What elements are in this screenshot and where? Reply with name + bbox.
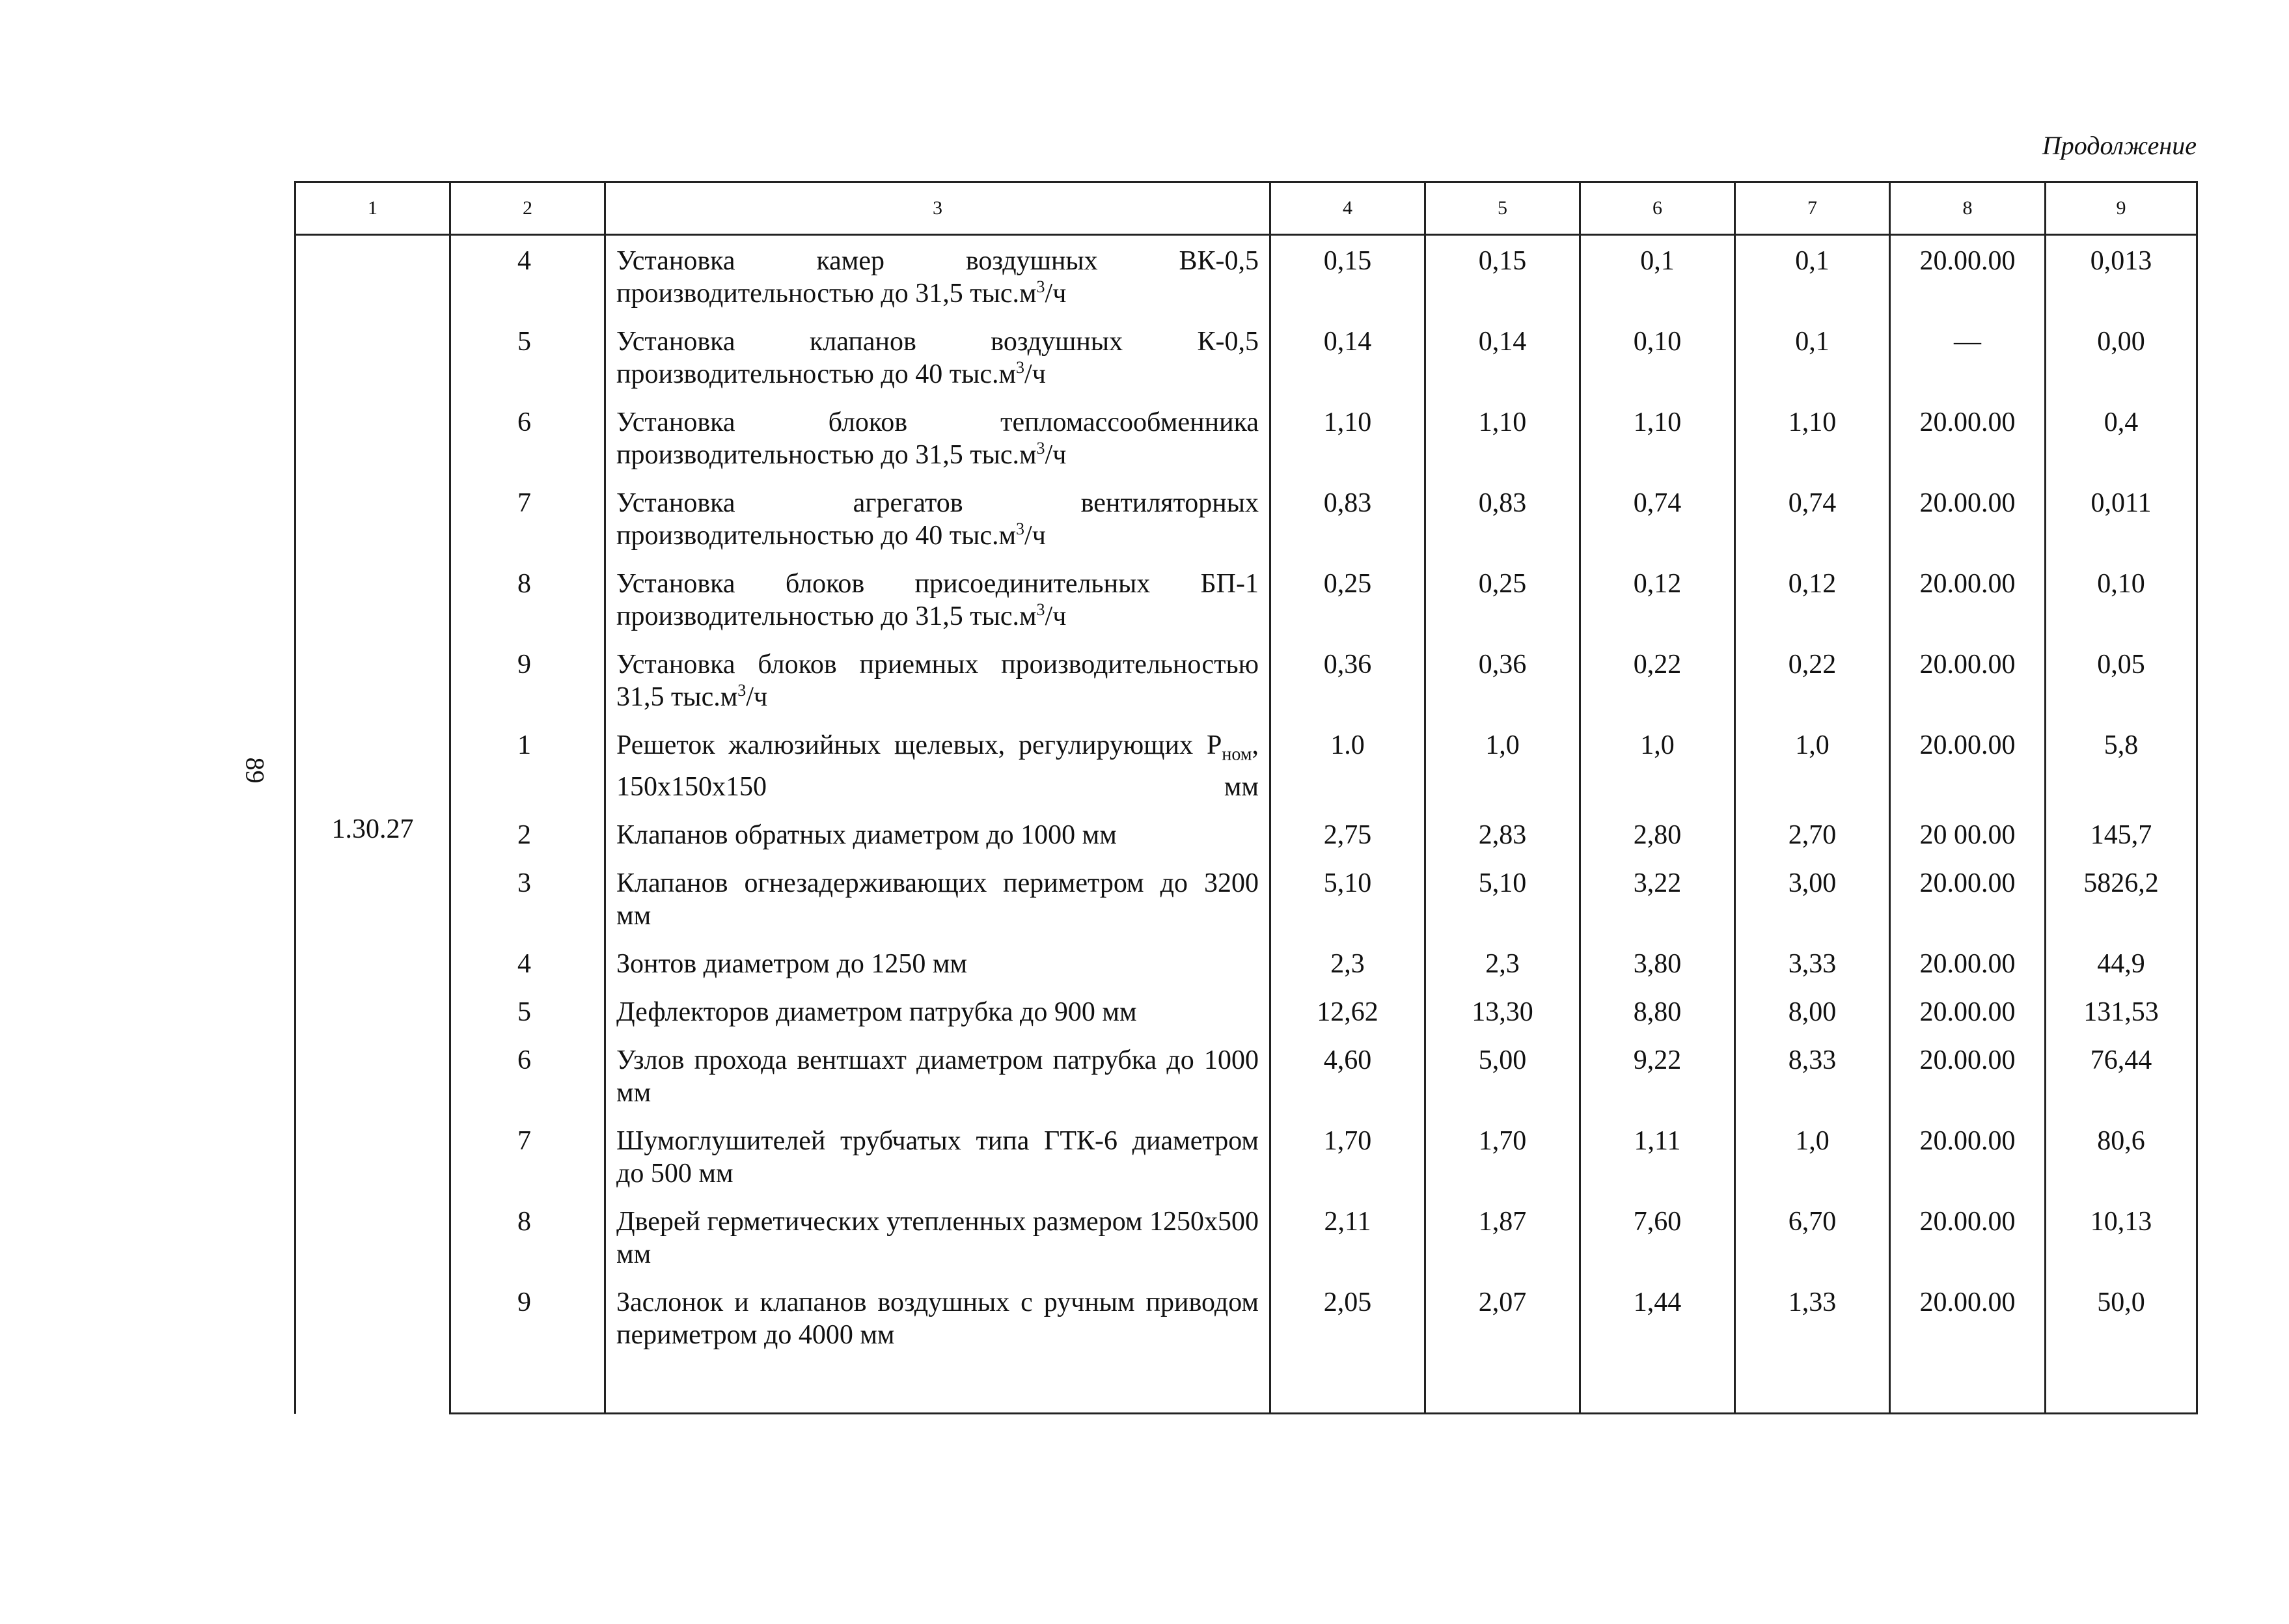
value-cell-c7: 1,0 (1735, 1125, 1890, 1205)
description-text: Установка блоков тепломассообменника производительностью до 31,5 $тыс.м^3/ч$ (616, 407, 1259, 470)
value-cell-c4: 0,15 (1270, 235, 1425, 326)
description-text: Установка блоков приемных производительностью 31,5 $тыс.м^3/ч$ (616, 650, 1259, 712)
value-cell-c4: 1.0 (1270, 729, 1425, 819)
spacer-cell (1890, 1367, 2046, 1414)
value-cell-c5: 1,87 (1425, 1205, 1580, 1286)
value-cell-c5: 2,07 (1425, 1286, 1580, 1367)
table-row (295, 996, 2197, 1044)
group-code-cell: 1.30.27 (295, 235, 450, 1414)
value-cell-c9: 0,10 (2046, 568, 2197, 648)
continuation-label: Продолжение (2042, 131, 2197, 160)
row-number-cell: 7 (450, 1125, 605, 1205)
table-row (295, 235, 2197, 326)
table-row (295, 729, 2197, 819)
value-cell-c7: 6,70 (1735, 1205, 1890, 1286)
value-cell-c6: 0,12 (1580, 568, 1735, 648)
row-number-cell: 2 (450, 819, 605, 867)
value-cell-c6: 7,60 (1580, 1205, 1735, 1286)
value-cell-c6: 1,10 (1580, 406, 1735, 487)
value-cell-c6: 2,80 (1580, 819, 1735, 867)
table-row (295, 1286, 2197, 1367)
value-cell-c5: 1,70 (1425, 1125, 1580, 1205)
table-row (295, 406, 2197, 487)
value-cell-c8: 20.00.00 (1890, 729, 2046, 819)
value-cell-c5: 1,10 (1425, 406, 1580, 487)
row-number-cell: 8 (450, 1205, 605, 1286)
value-cell-c7: 1,33 (1735, 1286, 1890, 1367)
value-cell-c7: 0,22 (1735, 648, 1890, 729)
value-cell-c5: 5,10 (1425, 867, 1580, 948)
column-header-7: 7 (1735, 182, 1890, 235)
value-cell-c8: 20.00.00 (1890, 1044, 2046, 1125)
value-cell-c8: 20.00.00 (1890, 1205, 2046, 1286)
page-number: 89 (240, 757, 270, 784)
table-row (295, 1205, 2197, 1286)
table-header (295, 182, 2197, 235)
norms-table (294, 181, 2198, 1414)
value-cell-c7: 8,33 (1735, 1044, 1890, 1125)
value-cell-c7: 0,74 (1735, 487, 1890, 568)
value-cell-c5: 5,00 (1425, 1044, 1580, 1125)
description-cell (605, 406, 1270, 487)
description-text: Установка камер воздушных ВК-0,5 производительностью до 31,5 $тыс.м^3/ч$ (616, 246, 1259, 309)
table-row (295, 568, 2197, 648)
description-cell (605, 325, 1270, 406)
table-row (295, 325, 2197, 406)
value-cell-c4: 2,05 (1270, 1286, 1425, 1367)
description-cell (605, 867, 1270, 948)
row-number-cell: 7 (450, 487, 605, 568)
value-cell-c8: 20.00.00 (1890, 406, 2046, 487)
value-cell-c6: 0,22 (1580, 648, 1735, 729)
value-cell-c9: 145,7 (2046, 819, 2197, 867)
row-number-cell: 5 (450, 325, 605, 406)
row-number-cell: 9 (450, 1286, 605, 1367)
description-text: Установка блоков присоединительных БП-1 производительностью до 31,5 $тыс.м^3/ч$ (616, 569, 1259, 631)
value-cell-c5: 0,25 (1425, 568, 1580, 648)
value-cell-c5: 0,14 (1425, 325, 1580, 406)
value-cell-c4: 0,83 (1270, 487, 1425, 568)
value-cell-c5: 13,30 (1425, 996, 1580, 1044)
value-cell-c8: 20.00.00 (1890, 235, 2046, 326)
description-cell (605, 648, 1270, 729)
description-text: Шумоглушителей трубчатых типа ГТК-6 диаметром до 500 мм (616, 1126, 1259, 1189)
value-cell-c8: 20.00.00 (1890, 1286, 2046, 1367)
value-cell-c9: 50,0 (2046, 1286, 2197, 1367)
spacer-cell (1425, 1367, 1580, 1414)
value-cell-c6: 1,11 (1580, 1125, 1735, 1205)
spacer-cell (1735, 1367, 1890, 1414)
description-cell (605, 568, 1270, 648)
row-number-cell: 5 (450, 996, 605, 1044)
row-number-cell: 4 (450, 948, 605, 996)
value-cell-c9: 5826,2 (2046, 867, 2197, 948)
value-cell-c9: 0,011 (2046, 487, 2197, 568)
value-cell-c8: 20.00.00 (1890, 867, 2046, 948)
table-row-spacer (295, 1367, 2197, 1414)
column-header-4: 4 (1270, 182, 1425, 235)
description-text: Узлов прохода вентшахт диаметром патрубка до 1000 мм (616, 1045, 1259, 1108)
column-header-1: 1 (295, 182, 450, 235)
table-row (295, 1044, 2197, 1125)
value-cell-c6: 1,44 (1580, 1286, 1735, 1367)
description-text: Установка агрегатов вентиляторных производительностью до 40 $тыс.м^3/ч$ (616, 488, 1259, 551)
row-number-cell: 3 (450, 867, 605, 948)
description-text: Заслонок и клапанов воздушных с ручным приводом периметром до 4000 мм (616, 1287, 1259, 1351)
value-cell-c4: 0,25 (1270, 568, 1425, 648)
description-text: Клапанов огнезадерживающих периметром до 3200 мм (616, 868, 1259, 931)
spacer-cell (1270, 1367, 1425, 1414)
table-row (295, 487, 2197, 568)
value-cell-c8: 20.00.00 (1890, 568, 2046, 648)
value-cell-c4: 12,62 (1270, 996, 1425, 1044)
value-cell-c6: 0,10 (1580, 325, 1735, 406)
value-cell-c8: 20.00.00 (1890, 487, 2046, 568)
value-cell-c6: 3,80 (1580, 948, 1735, 996)
description-text: Установка клапанов воздушных К-0,5 производительностью до 40 $тыс.м^3/ч$ (616, 327, 1259, 389)
value-cell-c9: 0,013 (2046, 235, 2197, 326)
value-cell-c4: 1,70 (1270, 1125, 1425, 1205)
description-cell (605, 1205, 1270, 1286)
value-cell-c4: 1,10 (1270, 406, 1425, 487)
value-cell-c8: 20.00.00 (1890, 648, 2046, 729)
value-cell-c7: 0,12 (1735, 568, 1890, 648)
value-cell-c7: 1,10 (1735, 406, 1890, 487)
value-cell-c8: 20.00.00 (1890, 996, 2046, 1044)
description-cell (605, 235, 1270, 326)
row-number-cell: 6 (450, 406, 605, 487)
description-cell (605, 729, 1270, 819)
value-cell-c6: 0,74 (1580, 487, 1735, 568)
value-cell-c9: 76,44 (2046, 1044, 2197, 1125)
value-cell-c4: 2,3 (1270, 948, 1425, 996)
value-cell-c4: 0,14 (1270, 325, 1425, 406)
column-header-5: 5 (1425, 182, 1580, 235)
description-cell (605, 1125, 1270, 1205)
value-cell-c7: 0,1 (1735, 325, 1890, 406)
column-header-2: 2 (450, 182, 605, 235)
header-row (295, 182, 2197, 235)
table-row (295, 948, 2197, 996)
value-cell-c4: 2,75 (1270, 819, 1425, 867)
row-number-cell: 1 (450, 729, 605, 819)
table-row (295, 648, 2197, 729)
spacer-cell (2046, 1367, 2197, 1414)
description-text: Клапанов обратных диаметром до 1000 мм (616, 820, 1117, 851)
spacer-cell (605, 1367, 1270, 1414)
value-cell-c9: 0,00 (2046, 325, 2197, 406)
column-header-6: 6 (1580, 182, 1735, 235)
description-text: Зонтов диаметром до 1250 мм (616, 949, 968, 980)
description-cell (605, 1044, 1270, 1125)
spacer-cell (1580, 1367, 1735, 1414)
description-cell (605, 819, 1270, 867)
value-cell-c9: 0,4 (2046, 406, 2197, 487)
row-number-cell: 6 (450, 1044, 605, 1125)
value-cell-c6: 0,1 (1580, 235, 1735, 326)
description-text: Дверей герметических утепленных размером 1250x500 мм (616, 1207, 1259, 1270)
value-cell-c5: 0,83 (1425, 487, 1580, 568)
value-cell-c9: 131,53 (2046, 996, 2197, 1044)
description-cell (605, 996, 1270, 1044)
value-cell-c9: 5,8 (2046, 729, 2197, 819)
table-row (295, 1125, 2197, 1205)
value-cell-c4: 5,10 (1270, 867, 1425, 948)
table-row (295, 867, 2197, 948)
row-number-cell: 8 (450, 568, 605, 648)
value-cell-c9: 80,6 (2046, 1125, 2197, 1205)
spacer-cell (450, 1367, 605, 1414)
value-cell-c4: 2,11 (1270, 1205, 1425, 1286)
value-cell-c7: 1,0 (1735, 729, 1890, 819)
value-cell-c7: 8,00 (1735, 996, 1890, 1044)
value-cell-c4: 0,36 (1270, 648, 1425, 729)
value-cell-c7: 3,33 (1735, 948, 1890, 996)
column-header-9: 9 (2046, 182, 2197, 235)
row-number-cell: 4 (450, 235, 605, 326)
description-text: Решеток жалюзийных щелевых, регулирующих $Р_{ном}$, 150x150x150 мм (616, 730, 1259, 803)
description-cell (605, 1286, 1270, 1367)
value-cell-c6: 8,80 (1580, 996, 1735, 1044)
value-cell-c9: 44,9 (2046, 948, 2197, 996)
value-cell-c9: 0,05 (2046, 648, 2197, 729)
description-text: Дефлекторов диаметром патрубка до 900 мм (616, 997, 1137, 1028)
value-cell-c7: 2,70 (1735, 819, 1890, 867)
value-cell-c5: 2,83 (1425, 819, 1580, 867)
description-cell (605, 948, 1270, 996)
column-header-8: 8 (1890, 182, 2046, 235)
value-cell-c4: 4,60 (1270, 1044, 1425, 1125)
description-cell (605, 487, 1270, 568)
value-cell-c5: 1,0 (1425, 729, 1580, 819)
table-body (295, 235, 2197, 1414)
value-cell-c6: 3,22 (1580, 867, 1735, 948)
value-cell-c7: 3,00 (1735, 867, 1890, 948)
row-number-cell: 9 (450, 648, 605, 729)
value-cell-c9: 10,13 (2046, 1205, 2197, 1286)
value-cell-c6: 1,0 (1580, 729, 1735, 819)
value-cell-c8: — (1890, 325, 2046, 406)
column-header-3: 3 (605, 182, 1270, 235)
value-cell-c7: 0,1 (1735, 235, 1890, 326)
value-cell-c8: 20.00.00 (1890, 948, 2046, 996)
value-cell-c5: 0,15 (1425, 235, 1580, 326)
value-cell-c5: 2,3 (1425, 948, 1580, 996)
value-cell-c6: 9,22 (1580, 1044, 1735, 1125)
value-cell-c8: 20 00.00 (1890, 819, 2046, 867)
value-cell-c8: 20.00.00 (1890, 1125, 2046, 1205)
value-cell-c5: 0,36 (1425, 648, 1580, 729)
table-row (295, 819, 2197, 867)
